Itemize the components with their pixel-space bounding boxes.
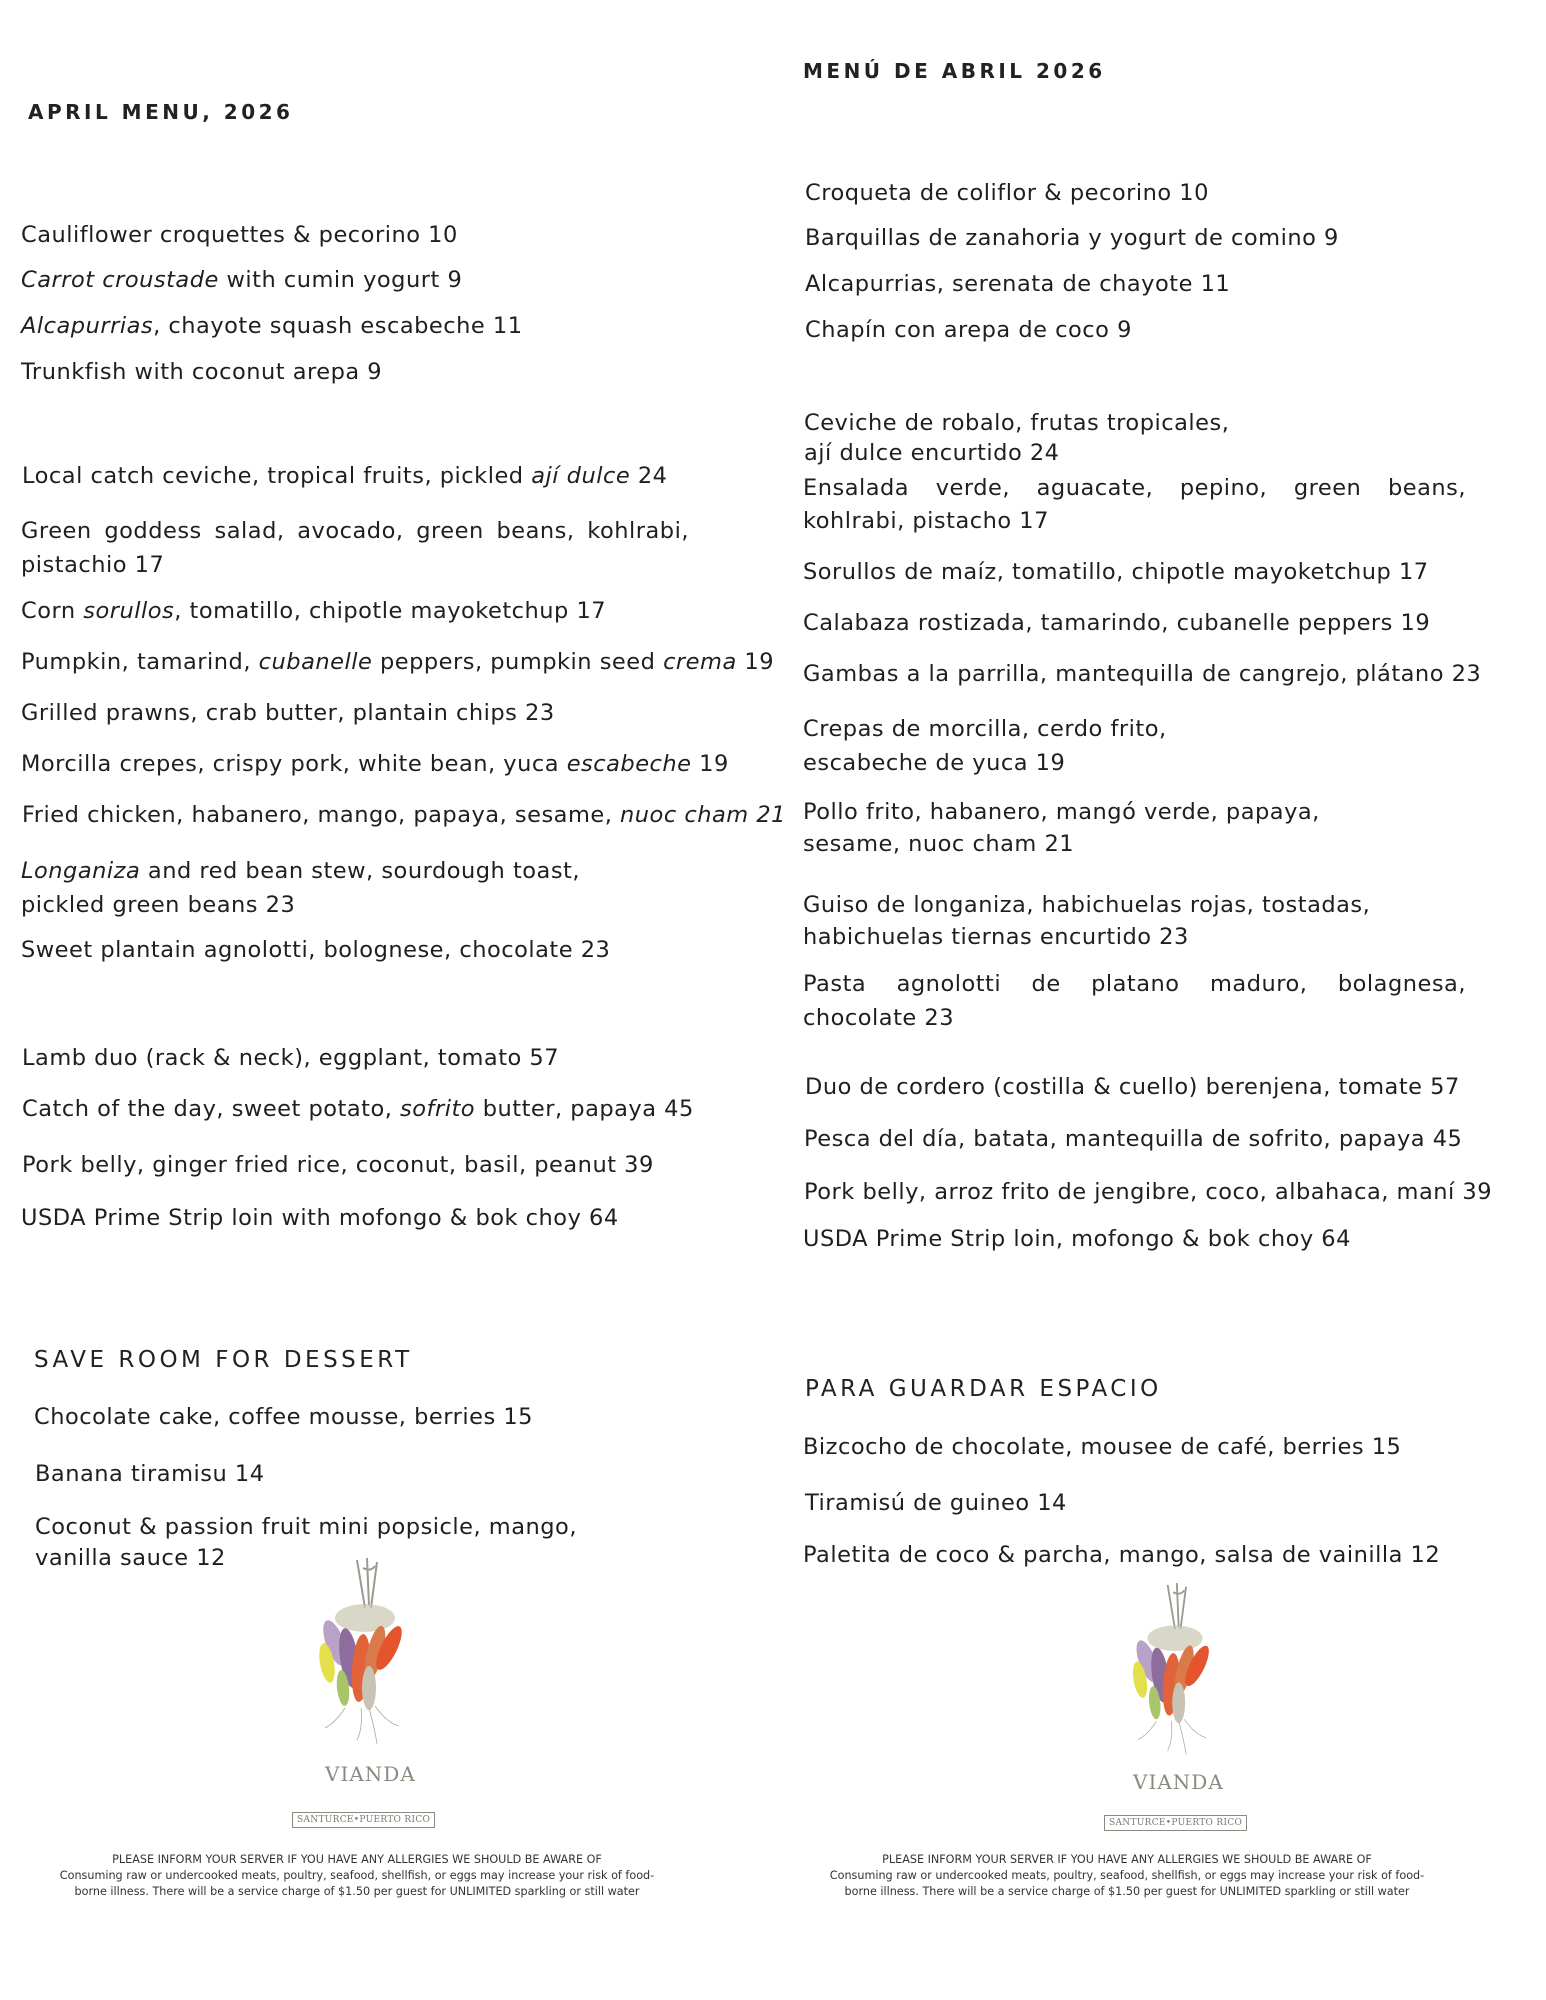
menu-item: Morcilla crepes, crispy pork, white bean, yuca escabeche 19 bbox=[21, 751, 729, 777]
english-menu-header: APRIL MENU, 2026 bbox=[28, 100, 294, 124]
menu-item: Pork belly, arroz frito de jengibre, coco, albahaca, maní 39 bbox=[804, 1179, 1493, 1205]
notice-line: Consuming raw or undercooked meats, poultry, seafood, shellfish, or eggs may increase your risk of food- bbox=[829, 1869, 1425, 1883]
menu-item: Corn sorullos, tomatillo, chipotle mayoketchup 17 bbox=[21, 598, 607, 624]
menu-item: Pasta agnolotti de platano maduro, bolagnesa, chocolate 23 bbox=[803, 971, 1466, 1031]
allergy-notice bbox=[37, 1852, 677, 1901]
menu-item: Cauliflower croquettes & pecorino 10 bbox=[21, 222, 458, 248]
menu-item: Sweet plantain agnolotti, bolognese, chocolate 23 bbox=[21, 937, 611, 963]
menu-item: Paletita de coco & parcha, mango, salsa de vainilla 12 bbox=[803, 1542, 1441, 1568]
menu-item: Pork belly, ginger fried rice, coconut, basil, peanut 39 bbox=[22, 1152, 654, 1178]
menu-item: Fried chicken, habanero, mango, papaya, sesame, nuoc cham 21 bbox=[22, 802, 786, 828]
menu-item: Duo de cordero (costilla & cuello) berenjena, tomate 57 bbox=[805, 1074, 1460, 1100]
menu-item: Guiso de longaniza, habichuelas rojas, tostadas, habichuelas tiernas encurtido 23 bbox=[803, 892, 1371, 950]
menu-item: Chapín con arepa de coco 9 bbox=[805, 317, 1132, 343]
menu-item: Coconut & passion fruit mini popsicle, mango, vanilla sauce 12 bbox=[35, 1514, 577, 1571]
spanish-menu-header: MENÚ DE ABRIL 2026 bbox=[803, 59, 1106, 83]
root-vegetables-illustration bbox=[1115, 1583, 1235, 1758]
menu-item: Pumpkin, tamarind, cubanelle peppers, pumpkin seed crema 19 bbox=[21, 649, 775, 675]
menu-item: Banana tiramisu 14 bbox=[35, 1461, 265, 1487]
vianda-logo bbox=[1115, 1583, 1235, 1758]
menu-item: Tiramisú de guineo 14 bbox=[805, 1490, 1067, 1516]
notice-line: PLEASE INFORM YOUR SERVER IF YOU HAVE ANY ALLERGIES WE SHOULD BE AWARE OF bbox=[112, 1853, 602, 1866]
menu-item: Alcapurrias, serenata de chayote 11 bbox=[805, 271, 1231, 297]
menu-item: USDA Prime Strip loin with mofongo & bok choy 64 bbox=[21, 1205, 619, 1231]
menu-item: Croqueta de coliflor & pecorino 10 bbox=[805, 180, 1209, 206]
menu-item: Local catch ceviche, tropical fruits, pickled ají dulce 24 bbox=[22, 463, 668, 489]
notice-line: PLEASE INFORM YOUR SERVER IF YOU HAVE ANY ALLERGIES WE SHOULD BE AWARE OF bbox=[882, 1853, 1372, 1866]
menu-item: Green goddess salad, avocado, green beans, kohlrabi, pistachio 17 bbox=[21, 518, 689, 578]
menu-item: Lamb duo (rack & neck), eggplant, tomato 57 bbox=[22, 1045, 560, 1071]
location-stamp: SANTURCE•PUERTO RICO bbox=[1104, 1815, 1247, 1831]
root-vegetables-illustration bbox=[305, 1558, 425, 1748]
menu-item: Ensalada verde, aguacate, pepino, green beans, kohlrabi, pistacho 17 bbox=[803, 475, 1466, 534]
english-dessert-title: SAVE ROOM FOR DESSERT bbox=[34, 1347, 413, 1373]
menu-item: Barquillas de zanahoria y yogurt de comino 9 bbox=[805, 225, 1339, 251]
menu-item: Bizcocho de chocolate, mousee de café, berries 15 bbox=[803, 1434, 1402, 1460]
brand-name: VIANDA bbox=[1133, 1770, 1224, 1794]
menu-item: Catch of the day, sweet potato, sofrito butter, papaya 45 bbox=[22, 1096, 694, 1122]
vianda-logo bbox=[305, 1558, 425, 1748]
menu-item: Sorullos de maíz, tomatillo, chipotle mayoketchup 17 bbox=[803, 559, 1429, 585]
menu-item: Pollo frito, habanero, mangó verde, papaya, sesame, nuoc cham 21 bbox=[803, 799, 1320, 857]
menu-item: Alcapurrias, chayote squash escabeche 11 bbox=[21, 313, 523, 339]
location-stamp: SANTURCE•PUERTO RICO bbox=[292, 1812, 435, 1828]
spanish-dessert-title: PARA GUARDAR ESPACIO bbox=[805, 1376, 1162, 1402]
menu-item: Calabaza rostizada, tamarindo, cubanelle peppers 19 bbox=[803, 610, 1431, 636]
notice-line: borne illness. There will be a service charge of $1.50 per guest for UNLIMITED sparkling or still water bbox=[844, 1885, 1410, 1899]
notice-line: Consuming raw or undercooked meats, poultry, seafood, shellfish, or eggs may increase your risk of food- bbox=[59, 1869, 655, 1883]
menu-item: Carrot croustade with cumin yogurt 9 bbox=[21, 267, 463, 293]
menu-item: USDA Prime Strip loin, mofongo & bok choy 64 bbox=[803, 1226, 1351, 1252]
menu-item: Longaniza and red bean stew, sourdough toast, pickled green beans 23 bbox=[21, 858, 581, 918]
menu-item: Grilled prawns, crab butter, plantain chips 23 bbox=[21, 700, 555, 726]
menu-item: Pesca del día, batata, mantequilla de sofrito, papaya 45 bbox=[804, 1126, 1463, 1152]
menu-item: Trunkfish with coconut arepa 9 bbox=[21, 359, 383, 385]
menu-item: Gambas a la parrilla, mantequilla de cangrejo, plátano 23 bbox=[803, 661, 1482, 687]
allergy-notice bbox=[807, 1852, 1447, 1901]
brand-name: VIANDA bbox=[325, 1762, 416, 1786]
menu-item: Crepas de morcilla, cerdo frito, escabeche de yuca 19 bbox=[803, 716, 1167, 776]
menu-item: Ceviche de robalo, frutas tropicales, ají dulce encurtido 24 bbox=[804, 410, 1230, 466]
menu-item: Chocolate cake, coffee mousse, berries 15 bbox=[34, 1404, 533, 1430]
notice-line: borne illness. There will be a service charge of $1.50 per guest for UNLIMITED sparkling or still water bbox=[74, 1885, 640, 1899]
